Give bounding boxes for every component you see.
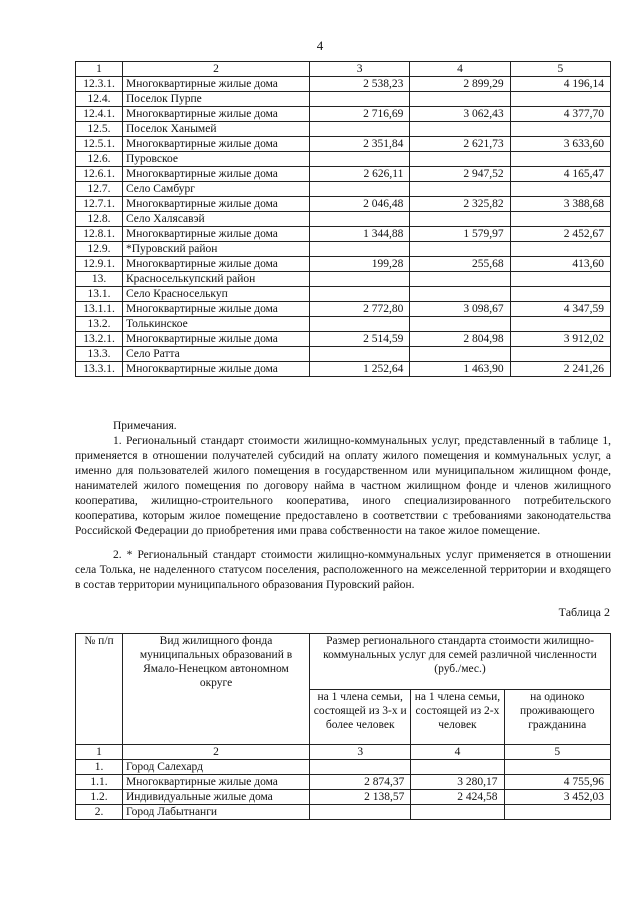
header-standard-size: Размер регионального стандарта стоимости жилищно-коммунальных услуг для семей различной численности (руб./мес.) [310,634,611,690]
row-value-3 [310,805,411,820]
table-row [76,77,611,92]
row-value-5 [510,122,610,137]
row-value-4: 2 947,52 [410,167,510,182]
row-value-4 [410,272,510,287]
row-code: 1. [76,760,123,775]
page-number: 4 [316,38,324,53]
row-name: Село Халясавэй [123,212,310,227]
row-value-4 [410,317,510,332]
row-value-5 [504,760,611,775]
note-1: 1. Региональный стандарт стоимости жилищно-коммунальных услуг, представленный в таблице 1, применяется в отношении получателей субсидий на оплату жилого помещения и коммунальных услуг, а именно для пользователей жилого помещения в государственном или муниципальном жилищном фонде, нанимателей жилого помещения по договору найма в частном жилищном фонде и членов жилищного кооператива, жилищно-строительного кооператива, иного специализированного потребительского кооператива, которым жилое помещение предоставлено в соответствии с требованиями законодательства Российской Федерации до приобретения ими права собственности на такое жилое помещение. [75,435,611,537]
header-number: № п/п [76,634,123,745]
table-row [76,347,611,362]
row-code: 12.7.1. [76,197,123,212]
row-value-5 [504,805,611,820]
table-row [76,257,611,272]
header-housing-type: Вид жилищного фонда муниципальных образований в Ямало-Ненецком автономном округе [123,634,310,745]
row-code: 13.1.1. [76,302,123,317]
row-value-5: 3 388,68 [510,197,610,212]
row-code: 2. [76,805,123,820]
column-number-3: 3 [310,62,410,77]
row-code: 1.1. [76,775,123,790]
row-value-3: 2 538,23 [310,77,410,92]
table-2-label: Таблица 2 [558,605,610,619]
column-number-1: 1 [76,62,123,77]
header-family-2: на 1 члена семьи, состоящей из 2-х человек [411,689,504,745]
row-code: 13.3. [76,347,123,362]
row-value-3 [310,760,411,775]
row-value-5 [510,182,610,197]
table-row [76,182,611,197]
row-code: 1.2. [76,790,123,805]
table-row [76,790,611,805]
row-value-3 [310,92,410,107]
row-name: Многоквартирные жилые дома [123,257,310,272]
row-code: 12.9.1. [76,257,123,272]
row-value-5 [510,317,610,332]
row-name: Многоквартирные жилые дома [123,362,310,377]
row-name: Город Лабытнанги [123,805,310,820]
row-value-3: 2 716,69 [310,107,410,122]
row-value-4 [410,242,510,257]
header-family-3plus: на 1 члена семьи, состоящей из 3-х и более человек [310,689,411,745]
row-code: 12.6.1. [76,167,123,182]
table-2-colnum-row [76,745,611,760]
row-name: Село Ратта [123,347,310,362]
row-value-4 [411,760,504,775]
header-single: на одиноко проживающего гражданина [504,689,611,745]
table-header-row [76,62,611,77]
row-value-3 [310,347,410,362]
table-row [76,775,611,790]
row-value-5 [510,287,610,302]
table-row [76,805,611,820]
row-value-3: 1 344,88 [310,227,410,242]
table-row [76,302,611,317]
row-value-4 [410,122,510,137]
row-value-4: 2 325,82 [410,197,510,212]
row-value-5: 2 241,26 [510,362,610,377]
row-value-3: 2 138,57 [310,790,411,805]
column-number-1: 1 [76,745,123,760]
row-value-5 [510,212,610,227]
row-value-4: 3 062,43 [410,107,510,122]
row-code: 12.8.1. [76,227,123,242]
row-code: 13.3.1. [76,362,123,377]
row-value-4 [410,287,510,302]
row-value-3 [310,287,410,302]
table-row [76,137,611,152]
row-name: Поселок Ханымей [123,122,310,137]
row-value-5: 3 633,60 [510,137,610,152]
standards-table-2 [75,633,611,820]
notes-title: Примечания. [113,420,177,432]
row-value-5 [510,242,610,257]
column-number-4: 4 [410,62,510,77]
row-value-3 [310,317,410,332]
table-row [76,317,611,332]
column-number-5: 5 [510,62,610,77]
table-row [76,212,611,227]
row-name: Многоквартирные жилые дома [123,107,310,122]
row-value-3: 2 351,84 [310,137,410,152]
row-code: 13.1. [76,287,123,302]
row-code: 12.7. [76,182,123,197]
row-name: Толькинское [123,317,310,332]
table-row [76,272,611,287]
row-code: 13.2. [76,317,123,332]
row-value-4 [410,92,510,107]
row-code: 12.6. [76,152,123,167]
table-row [76,362,611,377]
row-value-4 [411,805,504,820]
table-row [76,152,611,167]
row-value-3: 2 046,48 [310,197,410,212]
column-number-2: 2 [123,62,310,77]
row-value-4: 1 579,97 [410,227,510,242]
row-value-3 [310,152,410,167]
row-name: Многоквартирные жилые дома [123,197,310,212]
row-value-4: 2 424,58 [411,790,504,805]
table-row [76,122,611,137]
row-value-5: 4 347,59 [510,302,610,317]
table-row [76,167,611,182]
row-value-4: 2 621,73 [410,137,510,152]
column-number-4: 4 [411,745,504,760]
row-name: Многоквартирные жилые дома [123,167,310,182]
row-value-3 [310,212,410,227]
table-row [76,760,611,775]
row-code: 12.5.1. [76,137,123,152]
row-code: 12.5. [76,122,123,137]
row-name: Село Красноселькуп [123,287,310,302]
row-value-5 [510,92,610,107]
row-name: Пуровское [123,152,310,167]
column-number-3: 3 [310,745,411,760]
row-name: Многоквартирные жилые дома [123,302,310,317]
table-row [76,332,611,347]
row-value-5: 4 377,70 [510,107,610,122]
row-name: Многоквартирные жилые дома [123,137,310,152]
row-value-3: 1 252,64 [310,362,410,377]
row-value-4: 1 463,90 [410,362,510,377]
row-value-3: 2 626,11 [310,167,410,182]
row-name: Индивидуальные жилые дома [123,790,310,805]
row-value-3: 2 874,37 [310,775,411,790]
row-value-5 [510,272,610,287]
table-row [76,287,611,302]
row-value-3: 199,28 [310,257,410,272]
table-row [76,92,611,107]
column-number-2: 2 [123,745,310,760]
table-row [76,242,611,257]
table-2-header-row [76,634,611,690]
row-value-5 [510,152,610,167]
row-value-5: 4 196,14 [510,77,610,92]
row-value-5: 3 912,02 [510,332,610,347]
row-value-4: 2 899,29 [410,77,510,92]
row-value-3 [310,242,410,257]
row-value-5: 2 452,67 [510,227,610,242]
row-name: Многоквартирные жилые дома [123,227,310,242]
row-name: Город Салехард [123,760,310,775]
row-value-5 [510,347,610,362]
table-row [76,227,611,242]
row-value-4: 2 804,98 [410,332,510,347]
row-code: 12.9. [76,242,123,257]
row-name: Многоквартирные жилые дома [123,77,310,92]
row-value-3: 2 772,80 [310,302,410,317]
row-value-4 [410,152,510,167]
row-code: 13.2.1. [76,332,123,347]
row-code: 13. [76,272,123,287]
row-code: 12.3.1. [76,77,123,92]
row-name: Красноселькупский район [123,272,310,287]
row-value-5: 413,60 [510,257,610,272]
row-name: Поселок Пурпе [123,92,310,107]
row-value-4 [410,212,510,227]
row-name: Многоквартирные жилые дома [123,775,310,790]
row-value-3: 2 514,59 [310,332,410,347]
row-code: 12.4.1. [76,107,123,122]
row-value-4 [410,347,510,362]
note-2: 2. * Региональный стандарт стоимости жилищно-коммунальных услуг применяется в отношении села Толька, не наделенного статусом поселения, расположенного на межселенной территории и входящего в состав территории муниципального образования Пуровский район. [75,549,611,591]
row-value-3 [310,272,410,287]
table-row [76,197,611,212]
row-value-3 [310,182,410,197]
row-value-4: 3 098,67 [410,302,510,317]
row-name: *Пуровский район [123,242,310,257]
row-value-3 [310,122,410,137]
row-value-4: 3 280,17 [411,775,504,790]
row-value-4: 255,68 [410,257,510,272]
standards-table-1 [75,61,611,377]
column-number-5: 5 [504,745,611,760]
table-row [76,107,611,122]
row-value-4 [410,182,510,197]
row-code: 12.4. [76,92,123,107]
row-name: Многоквартирные жилые дома [123,332,310,347]
row-value-5: 4 755,96 [504,775,611,790]
row-name: Село Самбург [123,182,310,197]
row-value-5: 3 452,03 [504,790,611,805]
row-value-5: 4 165,47 [510,167,610,182]
row-code: 12.8. [76,212,123,227]
